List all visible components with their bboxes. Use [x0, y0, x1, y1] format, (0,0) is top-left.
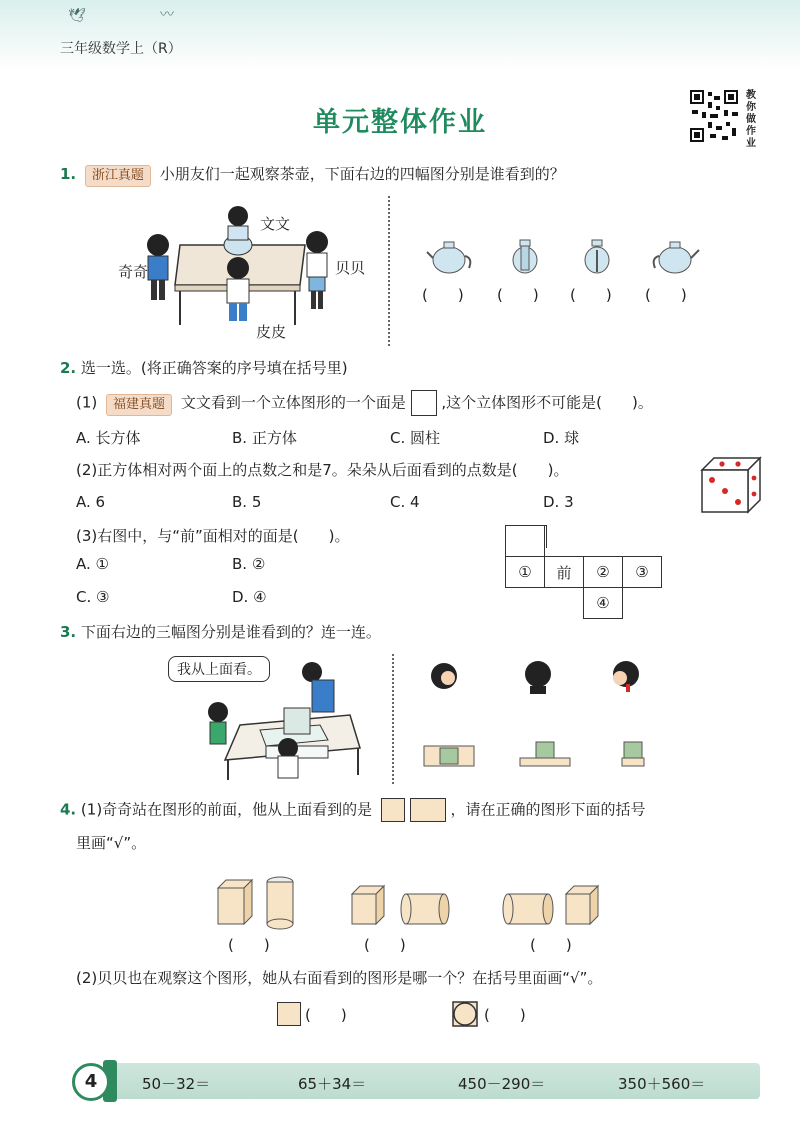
- answer-paren[interactable]: ( ): [497, 286, 539, 304]
- name-label-qiqi: 奇奇: [118, 263, 149, 281]
- square-shape-icon: [381, 798, 405, 822]
- answer-paren[interactable]: ( ): [570, 286, 612, 304]
- option[interactable]: D. ④: [232, 588, 267, 606]
- square-with-circle-icon: [452, 1001, 478, 1027]
- bird-icon: 🕊: [68, 8, 86, 24]
- question-number: 1.: [60, 165, 77, 183]
- answer-paren[interactable]: ( ): [645, 286, 687, 304]
- question-2-2: (2)正方体相对两个面上的点数之和是7。朵朵从后面看到的点数是( )。: [76, 461, 569, 479]
- question-text: 选一选。(将正确答案的序号填在括号里): [80, 359, 348, 377]
- question-text: 小朋友们一起观察茶壶，下面右边的四幅图分别是谁看到的？: [159, 165, 565, 183]
- net-face: ④: [584, 588, 623, 619]
- question-number: 4.: [60, 800, 77, 819]
- question-text: 里画“√”。: [76, 834, 147, 852]
- source-tag: 浙江真题: [85, 165, 151, 187]
- option[interactable]: A. 6: [76, 493, 106, 511]
- cube-cylinder-pair-1: [218, 877, 293, 929]
- page-number: 4: [72, 1063, 110, 1101]
- option[interactable]: A. ①: [76, 555, 109, 573]
- answer-paren[interactable]: ( ): [484, 1006, 526, 1024]
- sub-label: (1): [76, 393, 98, 412]
- option[interactable]: B. 5: [232, 493, 262, 511]
- divider: [392, 654, 394, 784]
- qr-code-icon: [688, 88, 740, 144]
- solid-figures-illustration: [212, 874, 612, 930]
- net-face: 前: [545, 557, 584, 588]
- square-face-icon: [411, 390, 437, 416]
- teapot-views: [425, 236, 715, 280]
- teapot-view-2: [513, 240, 537, 273]
- answer-paren[interactable]: ( ): [530, 936, 572, 954]
- option[interactable]: C. 圆柱: [390, 429, 441, 447]
- square-shape-icon: [277, 1002, 301, 1026]
- mental-math-item: 350＋560＝: [618, 1075, 706, 1093]
- option[interactable]: D. 球: [543, 429, 580, 447]
- answer-paren[interactable]: ( ): [305, 1006, 347, 1024]
- header-background: [0, 0, 800, 70]
- answer-paren[interactable]: ( ): [422, 286, 464, 304]
- net-face: ①: [506, 557, 545, 588]
- cube-cylinder-pair-2: [352, 886, 449, 924]
- view-options-illustration: [420, 656, 660, 776]
- option[interactable]: C. ③: [76, 588, 110, 606]
- answer-paren[interactable]: ( ): [364, 936, 406, 954]
- teapot-view-3: [585, 240, 609, 273]
- mental-math-item: 65＋34＝: [298, 1075, 367, 1093]
- source-tag: 福建真题: [106, 394, 172, 416]
- mental-math-item: 50－32＝: [142, 1075, 211, 1093]
- question-2: [60, 358, 348, 378]
- question-4-1: [60, 798, 646, 822]
- option[interactable]: B. ②: [232, 555, 266, 573]
- question-text: 文文看到一个立体图形的一个面是: [180, 393, 406, 412]
- answer-paren[interactable]: ( ): [228, 936, 270, 954]
- question-number: 3.: [60, 623, 77, 641]
- option[interactable]: A. 长方体: [76, 429, 141, 447]
- top-view-illustration: [200, 650, 375, 785]
- question-number: 2.: [60, 359, 77, 377]
- name-label-pipi: 皮皮: [256, 323, 287, 341]
- question-text: ，请在正确的图形下面的括号: [450, 800, 646, 819]
- net-face: ②: [584, 557, 623, 588]
- name-label-wenwen: 文文: [260, 215, 291, 233]
- question-text: ,这个立体图形不可能是( )。: [441, 393, 653, 412]
- question-2-3: (3)右图中，与“前”面相对的面是( )。: [76, 527, 350, 545]
- question-2-1: [76, 390, 653, 416]
- dice-cube-illustration: [700, 456, 762, 514]
- question-3: [60, 622, 381, 642]
- name-label-beibei: 贝贝: [335, 259, 366, 277]
- cylinder-cube-pair-3: [503, 886, 598, 924]
- teapot-view-4: [654, 242, 699, 273]
- teapot-view-1: [427, 242, 470, 273]
- rectangle-shape-icon: [410, 798, 446, 822]
- book-header: 三年级数学上（R）: [60, 41, 182, 57]
- qr-caption: 教你做作业: [746, 90, 756, 149]
- question-text: 下面右边的三幅图分别是谁看到的？连一连。: [80, 623, 381, 641]
- mental-math-item: 450－290＝: [458, 1075, 546, 1093]
- question-4-2: (2)贝贝也在观察这个图形，她从右面看到的图形是哪一个？在括号里面画“√”。: [76, 969, 603, 987]
- question-text: (1)奇奇站在图形的前面，他从上面看到的是: [80, 800, 373, 819]
- question-1: [60, 164, 565, 187]
- option[interactable]: B. 正方体: [232, 429, 297, 447]
- net-face: ③: [623, 557, 662, 588]
- speech-bubble: 我从上面看。: [168, 656, 270, 682]
- net-face-top: [505, 525, 547, 548]
- option[interactable]: D. 3: [543, 493, 574, 511]
- option[interactable]: C. 4: [390, 493, 420, 511]
- divider: [388, 196, 390, 346]
- page-title: 单元整体作业: [313, 107, 487, 138]
- bird-icon: 〰: [160, 7, 174, 23]
